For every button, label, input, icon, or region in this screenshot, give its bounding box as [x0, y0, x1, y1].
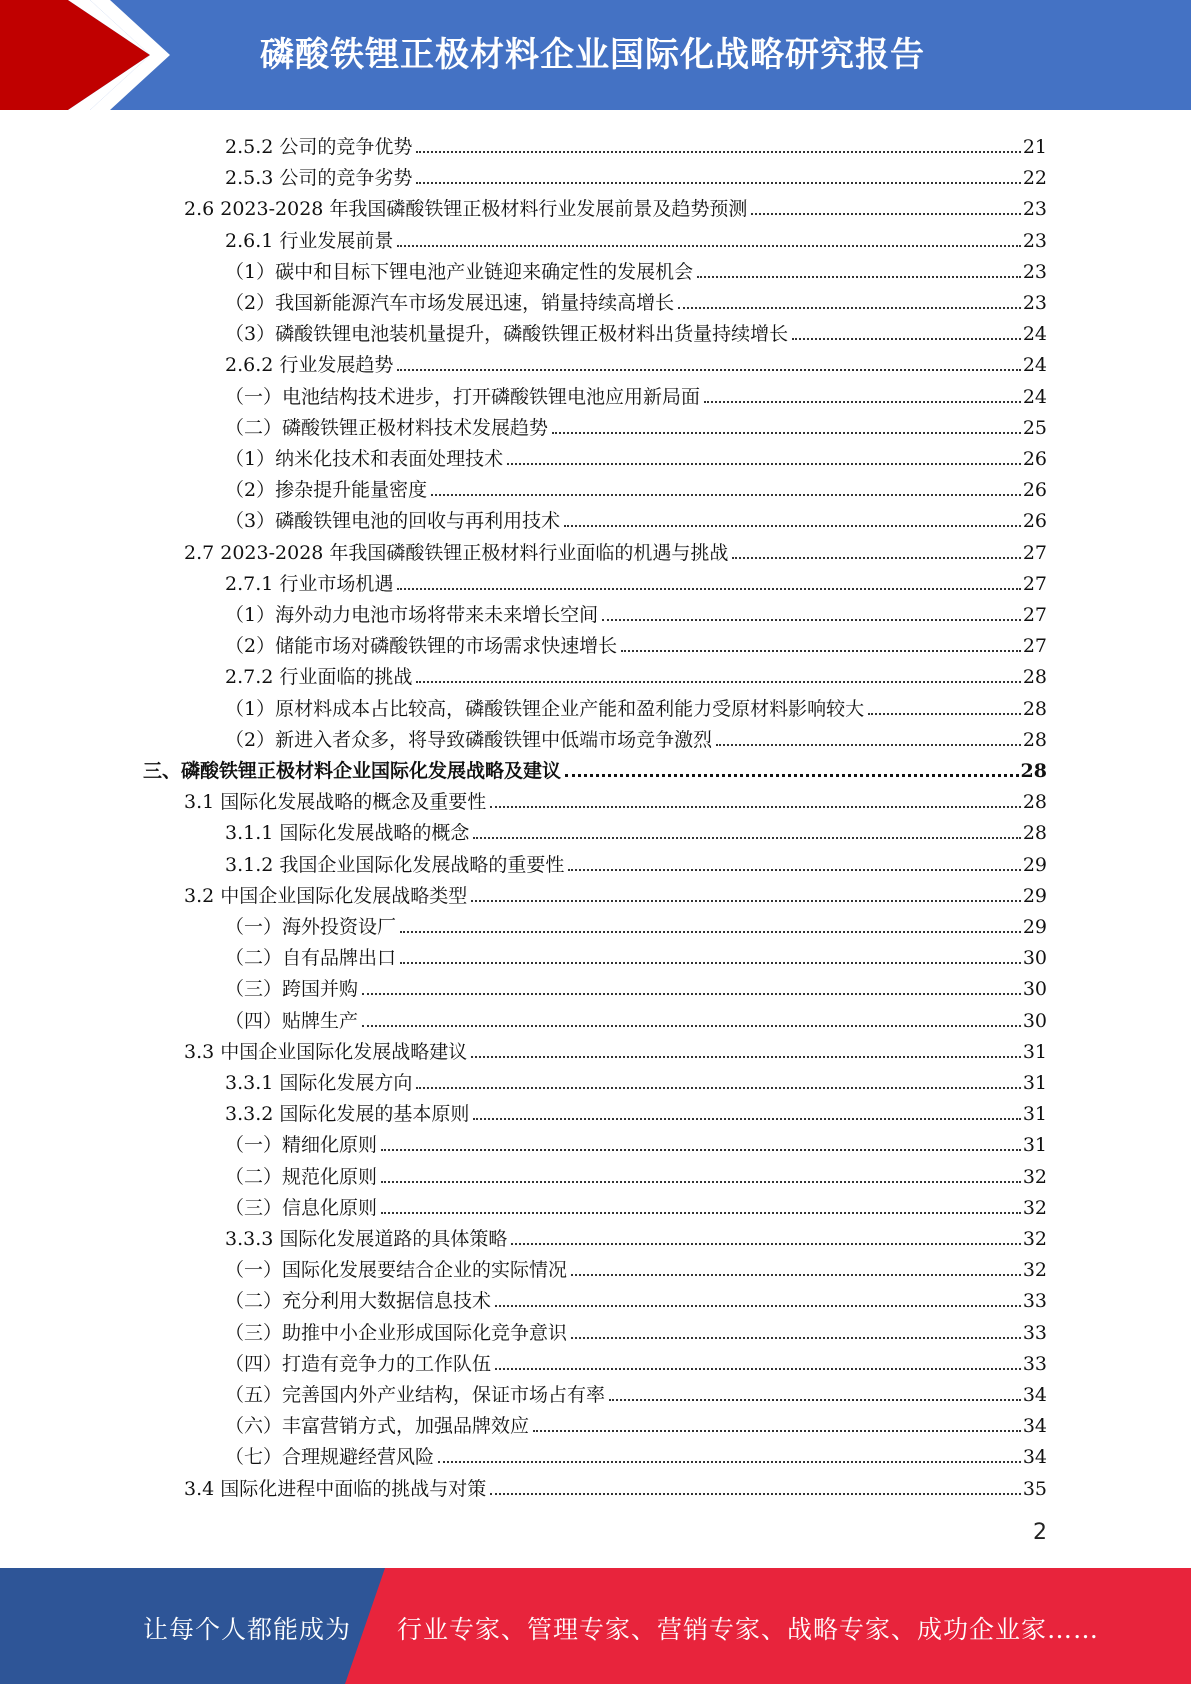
- toc-entry-title: 2.6 2023-2028 年我国磷酸铁锂正极材料行业发展前景及趋势预测: [184, 198, 748, 221]
- toc-dot-leader: [507, 462, 1021, 465]
- toc-dot-leader: [416, 1086, 1020, 1089]
- footer-slogan-right: 行业专家、管理专家、营销专家、战略专家、成功企业家……: [397, 1615, 1100, 1644]
- toc-dot-leader: [571, 1336, 1021, 1339]
- toc-entry-page: 30: [1022, 947, 1047, 970]
- toc-entry-title: （3）磷酸铁锂电池装机量提升，磷酸铁锂正极材料出货量持续增长: [225, 323, 789, 346]
- toc-entry-page: 27: [1022, 604, 1047, 626]
- toc-entry-title: （五）完善国内外产业结构，保证市场占有率: [225, 1384, 606, 1406]
- toc-dot-leader: [609, 1398, 1021, 1401]
- toc-dot-leader: [621, 649, 1021, 652]
- footer-slogan-left: 让每个人都能成为: [143, 1615, 352, 1644]
- toc-entry-title: 2.5.2 公司的竞争优势: [225, 136, 413, 158]
- toc-dot-leader: [473, 836, 1020, 839]
- toc-dot-leader: [495, 1304, 1021, 1307]
- toc-entry-title: 2.6.1 行业发展前景: [225, 229, 394, 252]
- toc-entry-page: 31: [1022, 1072, 1047, 1094]
- toc-entry[interactable]: [225, 377, 1047, 408]
- toc-dot-leader: [400, 961, 1021, 964]
- toc-entry[interactable]: [225, 470, 1047, 501]
- toc-dot-leader: [732, 556, 1020, 559]
- report-title: 磷酸铁锂正极材料企业国际化战略研究报告: [260, 35, 925, 75]
- toc-entry-page: 21: [1022, 136, 1047, 158]
- toc-entry[interactable]: [225, 595, 1047, 626]
- toc-entry[interactable]: [225, 501, 1047, 532]
- toc-entry-title: （2）掺杂提升能量密度: [225, 479, 428, 502]
- toc-entry-page: 28: [1020, 760, 1047, 782]
- toc-entry-page: 28: [1022, 666, 1047, 689]
- toc-entry-title: 2.7.1 行业市场机遇: [225, 572, 394, 595]
- toc-entry[interactable]: [225, 907, 1047, 938]
- toc-entry-title: 三、磷酸铁锂正极材料企业国际化发展战略及建议: [143, 760, 562, 782]
- toc-entry[interactable]: [225, 1437, 1047, 1468]
- toc-dot-leader: [533, 1429, 1021, 1432]
- toc-dot-leader: [568, 868, 1020, 871]
- toc-dot-leader: [397, 244, 1020, 247]
- toc-dot-leader: [602, 618, 1021, 621]
- toc-entry-title: 2.5.3 公司的竞争劣势: [225, 167, 413, 190]
- toc-entry[interactable]: [225, 314, 1047, 345]
- toc-entry-title: 2.7.2 行业面临的挑战: [225, 666, 413, 689]
- toc-entry-page: 24: [1022, 323, 1047, 346]
- toc-dot-leader: [564, 524, 1021, 527]
- toc-dot-leader: [697, 275, 1021, 278]
- toc-dot-leader: [381, 1180, 1021, 1183]
- toc-entry[interactable]: [184, 533, 1047, 564]
- toc-entry[interactable]: [225, 720, 1047, 751]
- toc-dot-leader: [473, 1117, 1020, 1120]
- toc-entry-page: 27: [1022, 635, 1047, 658]
- toc-entry-title: 2.6.2 行业发展趋势: [225, 354, 394, 377]
- toc-entry-title: （四）贴牌生产: [225, 1009, 359, 1032]
- toc-dot-leader: [495, 1367, 1021, 1370]
- toc-dot-leader: [471, 1055, 1021, 1058]
- toc-entry[interactable]: [225, 1344, 1047, 1375]
- toc-dot-leader: [381, 1211, 1021, 1214]
- toc-entry[interactable]: [225, 626, 1047, 657]
- toc-entry[interactable]: [225, 1219, 1047, 1250]
- toc-dot-leader: [511, 1242, 1020, 1245]
- page-number: 2: [1033, 1520, 1047, 1545]
- toc-entry-page: 24: [1022, 354, 1047, 377]
- toc-entry-title: （1）原材料成本占比较高，磷酸铁锂企业产能和盈利能力受原材料影响较大: [225, 697, 865, 720]
- toc-dot-leader: [381, 1148, 1021, 1151]
- toc-dot-leader: [490, 805, 1021, 808]
- toc-entry-page: 30: [1022, 1009, 1047, 1032]
- toc-entry[interactable]: [225, 689, 1047, 720]
- toc-entry-title: 3.1.1 国际化发展战略的概念: [225, 822, 470, 845]
- toc-entry-title: （1）纳米化技术和表面处理技术: [225, 448, 504, 470]
- toc-entry[interactable]: [225, 439, 1047, 470]
- toc-entry-title: 3.3.1 国际化发展方向: [225, 1072, 413, 1094]
- toc-dot-leader: [362, 992, 1021, 995]
- toc-entry-page: 26: [1022, 510, 1047, 533]
- toc-entry-page: 32: [1022, 1228, 1047, 1250]
- toc-entry-page: 25: [1022, 416, 1047, 439]
- toc-entry[interactable]: [225, 345, 1047, 376]
- toc-entry[interactable]: [225, 1094, 1047, 1125]
- toc-entry-page: 34: [1022, 1384, 1047, 1406]
- toc-entry[interactable]: [225, 813, 1047, 844]
- page-footer: [0, 1568, 1191, 1684]
- toc-entry-title: 3.4 国际化进程中面临的挑战与对策: [184, 1477, 487, 1500]
- toc-entry-page: 22: [1022, 167, 1047, 190]
- toc-dot-leader: [397, 368, 1020, 371]
- toc-entry-page: 32: [1022, 1196, 1047, 1219]
- toc-entry[interactable]: [184, 782, 1047, 813]
- toc-entry[interactable]: [225, 127, 1047, 158]
- toc-entry-title: 3.1.2 我国企业国际化发展战略的重要性: [225, 853, 565, 876]
- page-header: [0, 0, 1191, 110]
- toc-dot-leader: [397, 587, 1020, 590]
- toc-entry[interactable]: [225, 1157, 1047, 1188]
- toc-entry-page: 28: [1022, 728, 1047, 751]
- toc-entry-page: 28: [1022, 822, 1047, 845]
- toc-dot-leader: [868, 712, 1021, 715]
- toc-entry-title: （三）助推中小企业形成国际化竞争意识: [225, 1321, 568, 1344]
- toc-dot-leader: [400, 930, 1021, 933]
- toc-entry[interactable]: [225, 1406, 1047, 1437]
- toc-entry[interactable]: [225, 283, 1047, 314]
- toc-entry-title: （2）新进入者众多，将导致磷酸铁锂中低端市场竞争激烈: [225, 728, 713, 751]
- toc-dot-leader: [751, 212, 1020, 215]
- toc-entry-title: （六）丰富营销方式，加强品牌效应: [225, 1415, 530, 1438]
- toc-entry-page: 23: [1022, 292, 1047, 314]
- toc-entry-page: 23: [1022, 198, 1047, 221]
- toc-entry[interactable]: [225, 1313, 1047, 1344]
- toc-entry-title: （三）跨国并购: [225, 978, 359, 1001]
- toc-entry-title: 3.3.3 国际化发展道路的具体策略: [225, 1228, 508, 1250]
- toc-entry[interactable]: [225, 1250, 1047, 1281]
- toc-entry-page: 30: [1022, 978, 1047, 1001]
- toc-entry-title: （一）精细化原则: [225, 1134, 378, 1157]
- toc-entry[interactable]: [225, 1188, 1047, 1219]
- toc-entry[interactable]: [225, 252, 1047, 283]
- toc-entry-title: （三）信息化原则: [225, 1196, 378, 1219]
- toc-entry-title: （2）我国新能源汽车市场发展迅速，销量持续高增长: [225, 292, 675, 314]
- toc-entry-title: 3.3.2 国际化发展的基本原则: [225, 1103, 470, 1126]
- toc-entry-page: 31: [1022, 1040, 1047, 1063]
- toc-entry-page: 29: [1022, 916, 1047, 938]
- toc-entry-page: 23: [1022, 229, 1047, 252]
- toc-entry-page: 29: [1022, 884, 1047, 907]
- toc-entry[interactable]: [225, 158, 1047, 189]
- toc-entry[interactable]: [184, 876, 1047, 907]
- toc-entry-title: 3.2 中国企业国际化发展战略类型: [184, 884, 468, 907]
- toc-entry-title: （1）碳中和目标下锂电池产业链迎来确定性的发展机会: [225, 260, 694, 283]
- toc-entry-title: （3）磷酸铁锂电池的回收与再利用技术: [225, 510, 561, 533]
- toc-entry-page: 32: [1022, 1259, 1047, 1282]
- toc-entry[interactable]: [225, 408, 1047, 439]
- toc-entry-title: （2）储能市场对磷酸铁锂的市场需求快速增长: [225, 635, 618, 658]
- toc-entry[interactable]: [143, 751, 1047, 782]
- toc-entry[interactable]: [225, 657, 1047, 688]
- toc-dot-leader: [416, 181, 1020, 184]
- toc-dot-leader: [571, 1273, 1021, 1276]
- toc-entry-page: 24: [1022, 385, 1047, 408]
- toc-entry-page: 29: [1022, 853, 1047, 876]
- toc-dot-leader: [678, 306, 1021, 309]
- toc-entry-page: 31: [1022, 1134, 1047, 1157]
- toc-entry-page: 26: [1022, 479, 1047, 502]
- toc-dot-leader: [716, 743, 1021, 746]
- toc-entry[interactable]: [225, 1375, 1047, 1406]
- toc-entry[interactable]: [225, 1125, 1047, 1156]
- toc-entry-title: （四）打造有竞争力的工作队伍: [225, 1352, 492, 1375]
- toc-dot-leader: [416, 680, 1020, 683]
- toc-entry-title: （一）电池结构技术进步，打开磷酸铁锂电池应用新局面: [225, 385, 701, 408]
- toc-dot-leader: [490, 1492, 1021, 1495]
- toc-entry-page: 23: [1022, 260, 1047, 283]
- toc-entry-page: 26: [1022, 448, 1047, 470]
- toc-entry-page: 28: [1022, 697, 1047, 720]
- toc-entry-page: 27: [1022, 572, 1047, 595]
- toc-entry-title: （二）规范化原则: [225, 1165, 378, 1188]
- toc-entry-title: （七）合理规避经营风险: [225, 1446, 435, 1469]
- toc-entry-page: 33: [1022, 1290, 1047, 1313]
- toc-entry-title: 2.7 2023-2028 年我国磷酸铁锂正极材料行业面临的机遇与挑战: [184, 541, 729, 564]
- toc-entry-page: 33: [1022, 1352, 1047, 1375]
- toc-dot-leader: [431, 493, 1021, 496]
- toc-entry[interactable]: [225, 938, 1047, 969]
- toc-entry[interactable]: [184, 1469, 1047, 1500]
- toc-entry[interactable]: [225, 564, 1047, 595]
- toc-entry-page: 28: [1022, 791, 1047, 814]
- toc-entry[interactable]: [225, 1281, 1047, 1312]
- toc-entry-title: （二）充分利用大数据信息技术: [225, 1290, 492, 1313]
- toc-entry-title: （一）国际化发展要结合企业的实际情况: [225, 1259, 568, 1282]
- toc-dot-leader: [552, 431, 1021, 434]
- toc-entry-title: 3.3 中国企业国际化发展战略建议: [184, 1040, 468, 1063]
- toc-entry-page: 33: [1022, 1321, 1047, 1344]
- toc-entry[interactable]: [225, 1001, 1047, 1032]
- toc-entry[interactable]: [225, 221, 1047, 252]
- toc-entry-page: 35: [1022, 1477, 1047, 1500]
- toc-dot-leader: [471, 899, 1021, 902]
- toc-entry-title: （一）海外投资设厂: [225, 916, 397, 938]
- toc-entry[interactable]: [184, 1032, 1047, 1063]
- toc-entry-title: （二）自有品牌出口: [225, 947, 397, 970]
- toc-entry-page: 27: [1022, 541, 1047, 564]
- toc-entry-page: 34: [1022, 1446, 1047, 1469]
- toc-entry[interactable]: [184, 189, 1047, 220]
- toc-entry-page: 34: [1022, 1415, 1047, 1438]
- toc-entry-title: （1）海外动力电池市场将带来未来增长空间: [225, 604, 599, 626]
- toc-entry-title: （二）磷酸铁锂正极材料技术发展趋势: [225, 416, 549, 439]
- toc-entry[interactable]: [225, 845, 1047, 876]
- toc-dot-leader: [416, 150, 1020, 153]
- toc-dot-leader: [438, 1460, 1021, 1463]
- toc-entry-page: 32: [1022, 1165, 1047, 1188]
- toc-dot-leader: [792, 337, 1021, 340]
- toc-dot-leader: [565, 773, 1019, 777]
- toc-entry[interactable]: [225, 1063, 1047, 1094]
- toc-entry[interactable]: [225, 969, 1047, 1000]
- toc-dot-leader: [704, 400, 1021, 403]
- toc-entry-page: 31: [1022, 1103, 1047, 1126]
- toc-dot-leader: [362, 1024, 1021, 1027]
- toc-entry-title: 3.1 国际化发展战略的概念及重要性: [184, 791, 487, 814]
